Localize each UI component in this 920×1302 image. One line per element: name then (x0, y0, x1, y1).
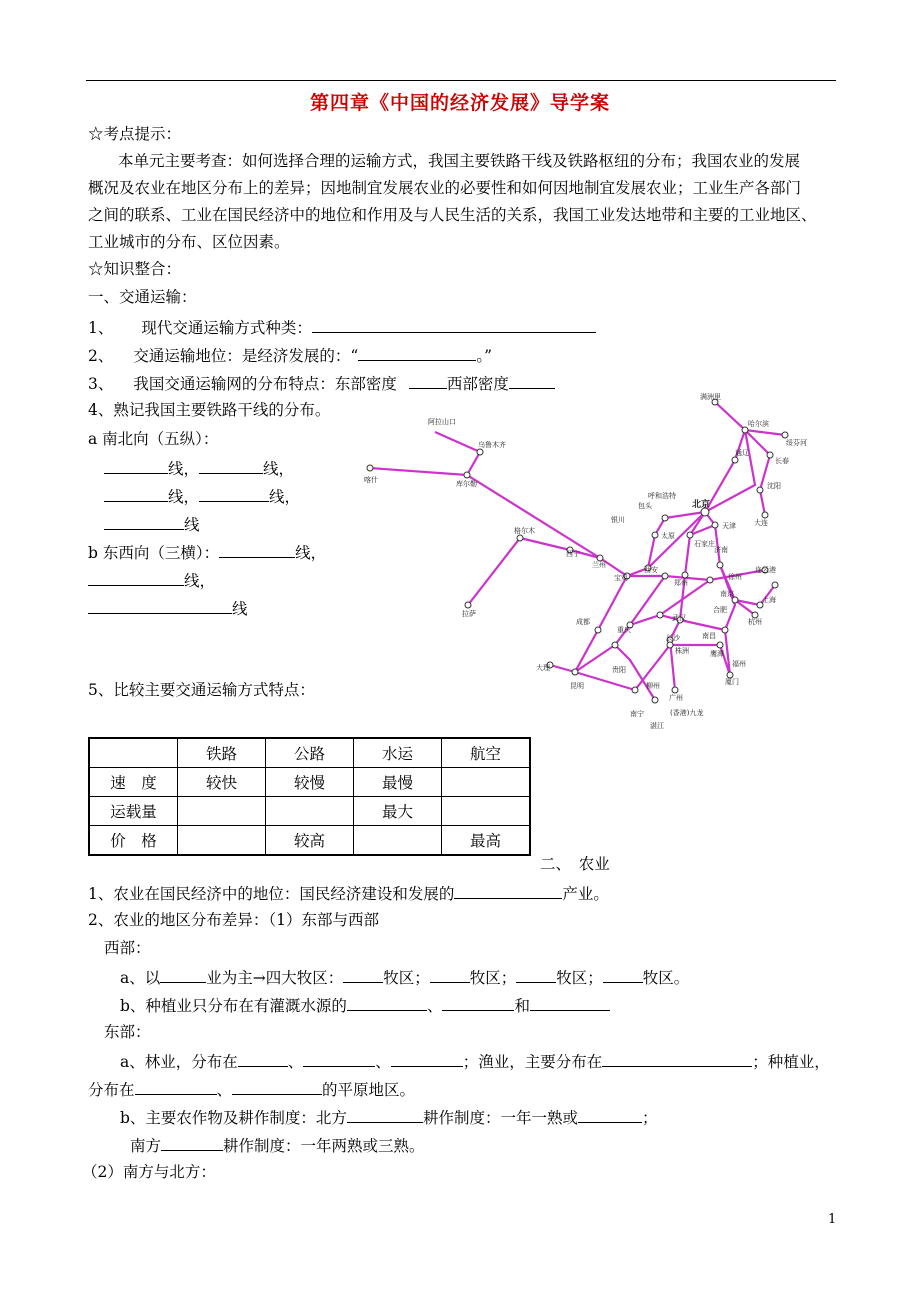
city-label: 库尔勒 (456, 480, 477, 488)
city-label: 柳州 (646, 682, 660, 690)
answer-blank[interactable] (391, 1050, 463, 1067)
answer-blank[interactable] (358, 344, 476, 361)
city-label: 杭州 (748, 618, 762, 626)
table-row (89, 826, 530, 856)
city-label: 乌鲁木齐 (478, 441, 506, 449)
city-label: 鹰潭 (710, 650, 724, 658)
question-1: 1、 现代交通运输方式种类： (88, 316, 596, 338)
city-label: 成都 (576, 618, 590, 626)
north-south-heading: a 南北向（五纵）： (88, 430, 219, 448)
ns-line-row-1: 线， 线， (104, 457, 294, 479)
table-cell: 较高 (266, 826, 354, 856)
city-label: 满洲里 (700, 393, 721, 401)
city-label: 太原 (661, 532, 675, 540)
city-label: 银川 (611, 516, 625, 524)
city-label: 哈尔滨 (748, 420, 769, 428)
city-label: 重庆 (617, 626, 631, 634)
city-label: 绥芬河 (786, 439, 807, 447)
city-label: 通辽 (735, 449, 749, 457)
city-label: 长春 (775, 457, 789, 465)
table-cell[interactable] (442, 768, 531, 797)
east-a: a、林业，分布在 、 、 ；渔业，主要分布在 ；种植业， (120, 1050, 830, 1072)
table-row (89, 768, 530, 797)
city-label: 拉萨 (462, 610, 476, 618)
question-3: 3、 我国交通运输网的分布特点：东部密度 西部密度 (88, 372, 555, 394)
city-label: 厦门 (725, 678, 739, 686)
table-cell: 最高 (442, 826, 531, 856)
answer-blank[interactable] (160, 966, 206, 983)
city-label: 南京 (720, 590, 734, 598)
zhishi-heading: ☆知识整合： (88, 260, 182, 278)
question-4: 4、熟记我国主要铁路干线的分布。 (88, 401, 331, 419)
table-header-row (89, 738, 530, 768)
city-label: 大连 (754, 519, 768, 527)
table-cell: 较慢 (266, 768, 354, 797)
table-row (89, 797, 530, 826)
answer-blank[interactable] (347, 1106, 423, 1123)
table-cell: 公路 (266, 738, 354, 768)
answer-blank[interactable] (219, 541, 295, 558)
east-heading: 东部： (104, 1023, 151, 1041)
answer-blank[interactable] (135, 1078, 217, 1095)
city-label: 株洲 (675, 647, 689, 655)
table-cell: 航空 (442, 738, 531, 768)
table-cell: 速 度 (89, 768, 178, 797)
ag-question-2: 2、农业的地区分布差异：（1）东部与西部 (88, 911, 379, 929)
table-cell: 价 格 (89, 826, 178, 856)
city-label: 广州 (669, 694, 683, 702)
city-label: 南昌 (702, 632, 716, 640)
city-label: 连云港 (755, 566, 776, 574)
answer-blank[interactable] (238, 1050, 288, 1067)
answer-blank[interactable] (530, 994, 610, 1011)
answer-blank[interactable] (104, 513, 184, 530)
city-label: (香港)九龙 (670, 709, 704, 717)
table-cell[interactable] (266, 797, 354, 826)
intro-line-4: 工业城市的分布、区位因素。 (88, 233, 290, 251)
city-label: 格尔木 (514, 527, 535, 535)
intro-line-3: 之间的联系、工业在国民经济中的地位和作用及与人民生活的关系，我国工业发达地带和主要的工业地区、 (88, 206, 817, 224)
table-cell: 运载量 (89, 797, 178, 826)
answer-blank[interactable] (104, 485, 168, 502)
answer-blank[interactable] (104, 457, 168, 474)
answer-blank[interactable] (312, 316, 596, 333)
city-label: 北京 (692, 500, 711, 510)
answer-blank[interactable] (430, 966, 470, 983)
ns-line-row-3: 线 (104, 513, 200, 535)
east-west-row-1: b 东西向（三横）： 线， (88, 541, 326, 563)
city-label: 长沙 (666, 634, 680, 642)
intro-line-2: 概况及农业在地区分布上的差异；因地制宜发展农业的必要性和如何因地制宜发展农业；工业生产各部门 (88, 179, 802, 197)
answer-blank[interactable] (199, 457, 263, 474)
east-west-row-2: 线， (88, 569, 215, 591)
page-title: 第四章《中国的经济发展》导学案 (309, 92, 610, 114)
city-label: 昆明 (570, 682, 584, 690)
kaodian-heading: ☆考点提示： (88, 125, 182, 143)
answer-blank[interactable] (343, 966, 383, 983)
city-label: 贵阳 (612, 666, 626, 674)
table-cell: 最大 (354, 797, 442, 826)
table-cell[interactable] (442, 797, 531, 826)
answer-blank[interactable] (303, 1050, 375, 1067)
east-a-continued: 分布在 、 的平原地区。 (88, 1078, 415, 1100)
city-label: 呼和浩特 (648, 492, 676, 500)
answer-blank[interactable] (578, 1106, 642, 1123)
city-label: 湛江 (650, 722, 664, 730)
city-label: 宝鸡 (614, 574, 628, 582)
south-line: 南方 耕作制度：一年两熟或三熟。 (130, 1134, 425, 1156)
answer-blank[interactable] (603, 966, 643, 983)
answer-blank[interactable] (88, 569, 184, 586)
answer-blank[interactable] (88, 597, 232, 614)
north-south-comparison: （2）南方与北方： (82, 1163, 216, 1181)
west-b: b、种植业只分布在有灌溉水源的 、 和 (120, 994, 610, 1016)
city-label: 南宁 (630, 710, 644, 718)
intro-line-1: 本单元主要考查：如何选择合理的运输方式，我国主要铁路干线及铁路枢纽的分布；我国农业的发展 (118, 152, 801, 170)
table-cell: 铁路 (178, 738, 266, 768)
ns-line-row-2: 线， 线， (104, 485, 300, 507)
ag-question-1: 1、农业在国民经济中的地位：国民经济建设和发展的 产业。 (88, 882, 609, 904)
table-cell[interactable] (178, 826, 266, 856)
west-heading: 西部： (104, 939, 151, 957)
city-label: 武汉 (672, 614, 686, 622)
table-cell: 水运 (354, 738, 442, 768)
table-cell (89, 738, 178, 768)
city-label: 沈阳 (767, 482, 781, 490)
answer-blank[interactable] (199, 485, 269, 502)
question-2: 2、 交通运输地位：是经济发展的：“ 。” (88, 344, 492, 366)
table-cell[interactable] (354, 826, 442, 856)
china-railway-map (330, 390, 830, 730)
city-label: 兰州 (592, 561, 606, 569)
city-label: 福州 (732, 660, 746, 668)
city-label: 喀什 (364, 476, 378, 484)
west-a: a、以 业为主→四大牧区： 牧区； 牧区； 牧区； 牧区。 (120, 966, 689, 988)
city-label: 包头 (638, 502, 652, 510)
page-number: 1 (828, 1212, 837, 1227)
question-5: 5、比较主要交通运输方式特点： (88, 681, 315, 699)
transport-comparison-table (88, 737, 531, 856)
table-cell: 较快 (178, 768, 266, 797)
answer-blank[interactable] (454, 882, 562, 899)
section-transport-heading: 一、交通运输： (88, 288, 197, 306)
answer-blank[interactable] (347, 994, 427, 1011)
city-label: 西宁 (566, 550, 580, 558)
answer-blank[interactable] (409, 372, 447, 389)
city-label: 济南 (714, 546, 728, 554)
city-label: 徐州 (728, 573, 742, 581)
answer-blank[interactable] (232, 1078, 322, 1095)
city-label: 阿拉山口 (428, 418, 456, 426)
east-b: b、主要农作物及耕作制度：北方 耕作制度：一年一熟或 ； (120, 1106, 657, 1128)
answer-blank[interactable] (602, 1050, 752, 1067)
section-agriculture-heading: 二、 农业 (540, 855, 610, 873)
city-label: 郑州 (674, 579, 688, 587)
answer-blank[interactable] (442, 994, 514, 1011)
answer-blank[interactable] (516, 966, 556, 983)
city-label: 石家庄 (694, 540, 715, 548)
answer-blank[interactable] (509, 372, 555, 389)
east-west-row-3: 线 (88, 597, 248, 619)
answer-blank[interactable] (161, 1134, 223, 1151)
city-label: 西安 (644, 566, 658, 574)
city-label: 合肥 (713, 606, 727, 614)
table-cell: 最慢 (354, 768, 442, 797)
city-label: 天津 (722, 522, 736, 530)
table-cell[interactable] (178, 797, 266, 826)
header-rule (86, 80, 836, 81)
city-label: 上海 (762, 596, 776, 604)
city-label: 大理 (536, 664, 550, 672)
